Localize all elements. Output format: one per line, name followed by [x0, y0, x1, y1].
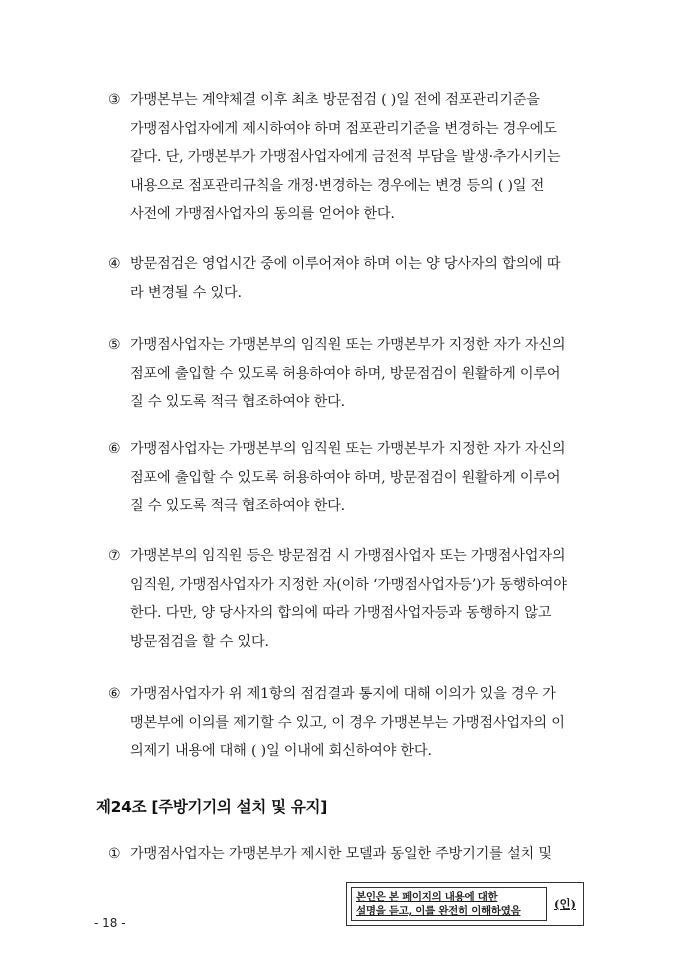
paragraph-line: 가맹본부는 계약체결 이후 최초 방문점검 ( )일 전에 점포관리기준을 — [130, 92, 540, 108]
paragraph-line: 질 수 있도록 적극 협조하여야 한다. — [130, 498, 345, 514]
article-paragraph-1 — [108, 840, 588, 869]
page-number: - 18 - — [94, 916, 126, 930]
paragraph-line: 방문점검은 영업시간 중에 이루어져야 하며 이는 양 당사자의 합의에 따 — [130, 256, 561, 272]
paragraph-number: ④ — [108, 256, 121, 272]
paragraph-line: 맹본부에 이의를 제기할 수 있고, 이 경우 가맹본부는 가맹점사업자의 이 — [130, 714, 565, 731]
paragraph-line: 임직원, 가맹점사업자가 지정한 자(이하 ‘가맹점사업자등’)가 동행하여야 — [130, 576, 567, 593]
paragraph-6-objection — [108, 680, 588, 766]
paragraph-line: 의제기 내용에 대해 ( )일 이내에 회신하여야 한다. — [130, 743, 432, 759]
paragraph-number: ⑤ — [108, 337, 121, 353]
paragraph-number: ⑥ — [108, 686, 121, 702]
seal-mark: (인) — [554, 897, 576, 911]
paragraph-line: 질 수 있도록 적극 협조하여야 한다. — [130, 394, 345, 410]
paragraph-line: 가맹점사업자가 위 제1항의 점검결과 통지에 대해 이의가 있을 경우 가 — [130, 686, 556, 702]
confirmation-statement — [351, 887, 547, 921]
confirmation-line: 설명을 듣고, 이를 완전히 이해하였음 — [356, 905, 521, 917]
paragraph-number: ③ — [108, 92, 121, 108]
paragraph-line: 같다. 단, 가맹본부가 가맹점사업자에게 금전적 부담을 발생·추가시키는 — [130, 149, 561, 165]
article-title: 제24조 [주방기기의 설치 및 유지] — [96, 798, 327, 816]
paragraph-line: 가맹점사업자는 가맹본부의 임직원 또는 가맹본부가 지정한 자가 자신의 — [130, 441, 566, 457]
paragraph-line: 사전에 가맹점사업자의 동의를 얻어야 한다. — [130, 206, 395, 222]
paragraph-line: 방문점검을 할 수 있다. — [130, 633, 269, 650]
paragraph-3 — [108, 86, 588, 229]
paragraph-number: ⑦ — [108, 548, 121, 564]
paragraph-line: 내용으로 점포관리규칙을 개정·변경하는 경우에는 변경 등의 ( )일 전 — [130, 177, 545, 194]
paragraph-6 — [108, 435, 588, 521]
paragraph-line: 한다. 다만, 양 당사자의 합의에 따라 가맹점사업자등과 동행하지 않고 — [130, 605, 552, 621]
paragraph-line: 점포에 출입할 수 있도록 허용하여야 하며, 방문점검이 원활하게 이루어 — [130, 365, 561, 382]
paragraph-5 — [108, 331, 588, 417]
paragraph-number: ⑥ — [108, 441, 121, 457]
paragraph-line: 가맹본부의 임직원 등은 방문점검 시 가맹점사업자 또는 가맹점사업자의 — [130, 548, 566, 564]
paragraph-line: 가맹점사업자에게 제시하여야 하며 점포관리기준을 변경하는 경우에도 — [130, 120, 557, 137]
paragraph-line: 점포에 출입할 수 있도록 허용하여야 하며, 방문점검이 원활하게 이루어 — [130, 469, 561, 486]
paragraph-4 — [108, 250, 588, 307]
paragraph-line: 라 변경될 수 있다. — [130, 284, 242, 301]
paragraph-7 — [108, 542, 588, 656]
confirmation-line: 본인은 본 페이지의 내용에 대한 — [356, 891, 498, 903]
paragraph-line: 가맹점사업자는 가맹본부의 임직원 또는 가맹본부가 지정한 자가 자신의 — [130, 337, 566, 353]
paragraph-line: 가맹점사업자는 가맹본부가 제시한 모델과 동일한 주방기기를 설치 및 — [130, 846, 552, 862]
confirmation-box — [346, 882, 584, 926]
paragraph-number: ① — [108, 846, 121, 862]
